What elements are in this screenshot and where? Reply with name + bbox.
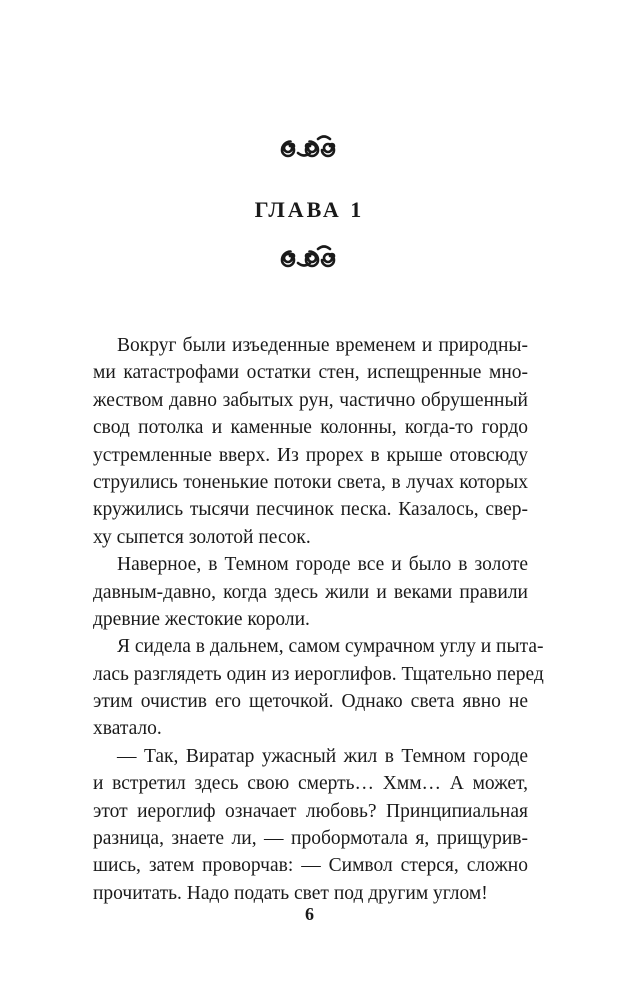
text-line: прочитать. Надо подать свет под другим углом! (93, 882, 488, 904)
page-number: 6 (305, 904, 314, 924)
text-line: струились тоненькие потоки света, в лучах которых (93, 471, 528, 493)
text-line: лась разглядеть один из иероглифов. Тщательно перед (93, 663, 544, 685)
chapter-title: ГЛАВА 1 (254, 197, 365, 222)
text-line: ми катастрофами остатки стен, испещренные мно- (93, 362, 528, 384)
text-line: хватало. (93, 718, 162, 740)
text-line: Я сидела в дальнем, самом сумрачном углу и пыта- (117, 636, 544, 658)
text-line: — Так, Виратар ужасный жил в Темном городе (117, 745, 528, 767)
text-line: Вокруг были изъеденные временем и природны- (117, 335, 528, 356)
text-line: свод потолка и каменные колонны, когда-то гордо (93, 417, 528, 439)
text-line: давным-давно, когда здесь жили и веками правили (93, 581, 528, 603)
text-line: и встретил здесь свою смерть… Хмм… А может, (93, 773, 528, 795)
text-line: ху сыпется золотой песок. (93, 526, 311, 548)
text-line: этот иероглиф означает любовь? Принципиальная (93, 800, 528, 822)
text-line: Наверное, в Темном городе все и было в золоте (117, 554, 528, 576)
text-line: устремленные вверх. Из прорех в крыше отовсюду (93, 444, 528, 466)
ornament-top-icon (0, 133, 619, 159)
text-line: этим очистив его щеточкой. Однако света явно не (93, 691, 528, 713)
chapter-body (93, 332, 544, 907)
text-line: жеством давно забытых рун, частично обрушенный (93, 389, 528, 411)
text-line: разница, знаете ли, — пробормотала я, прищурив- (93, 828, 528, 850)
text-line: кружились тысячи песчинок песка. Казалось, свер- (93, 499, 528, 521)
text-line: древние жестокие короли. (93, 608, 310, 630)
text-line: шись, затем проворчав: — Символ стерся, сложно (93, 855, 528, 877)
ornament-bottom-icon (0, 243, 619, 269)
